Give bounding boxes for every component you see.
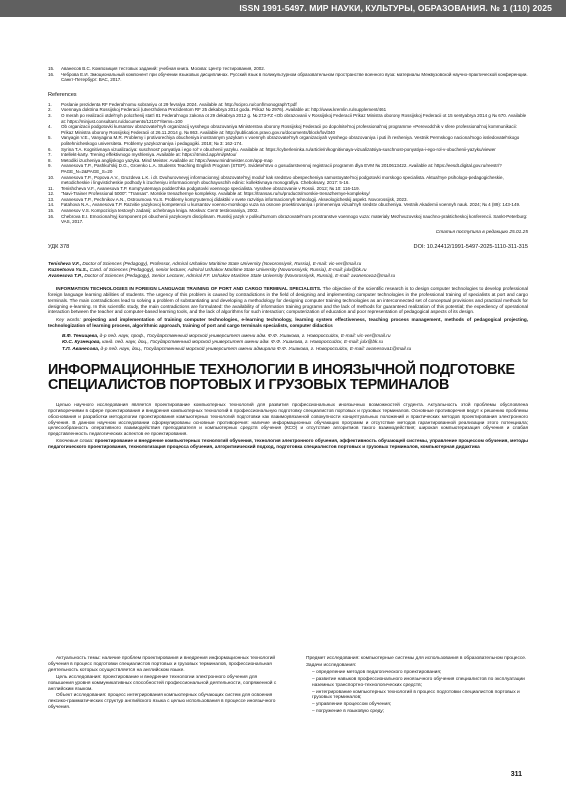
author-entry: В.Ф. Тенищева, д-р пед. наук, проф., Государственный морской университет имени адм. Ф.Ф. Ушакова, г. Новороссийск, E-mail: vic-ver@mail.ru	[62, 334, 391, 340]
reference-item: 8. Metodiki izucheniya anglijskogo yazyka. Mind Meister. Available at: https://www.mindmeister.com/app-map	[48, 157, 273, 163]
reference-item: 10. Avanesova T.P., Popova A.V., Gruzdeva L.K. i dr. Dvuhurovnevyj informacionnyj obrazovatel'nyj modul' kak sredstvo obespecheniya samostoyatel'noj podgotovki morskogo specialista. Aktual'nye psihologo-pedagogicheskie, metodicheskie i lingvisticheskie podhody k izucheniyu informacionnyh obuchayuschih edinic: kollektivnaya monografiya. Cheboksary, 2017: 5-16.	[48, 174, 504, 186]
reference-item: 14. Fatahova N.A., Avanesova T.P. Razvitie yazykovoj kompetencii u kursantov voenno-morskogo vuza na osnove proektirovaniya i primeneniya vizual'nyh sredstv obucheniya. Vestnik Akademii voennyh nauk. 2024; № 4 (89): 143-149.	[48, 202, 521, 208]
list-item: – определение методов педагогического проектирования;	[312, 669, 442, 675]
body-paragraph: Задачи исследования:	[306, 662, 357, 668]
reference-item: 6. Syrina T.A. Kognitivnaya vizualizaciya: suschnost' ponyatiya i ego rol' v obuchenii yazyku. Available at: https://cyberleninka.ru/article/n/kognitivnaya-vizualizatsiya-suschnost-ponyatiya-i-ego-rol-v-obuchenii-yazyku/viewer	[48, 146, 496, 152]
reference-item: 13. Avanesova T.P., Pechnikov A.N., Ostroumova Yu.S. Problemy komp'yuternoj didaktiki v svete razvitiya informacionnyh tehnologij. Akseologicheskij aspekt. Novorossijsk, 2023.	[48, 196, 408, 202]
references-heading: References	[48, 91, 77, 98]
body-paragraph: Актуальность темы: наличие проблем проектирования и внедрения информационных технологий обучения в процесс подготовки специалистов портовых и грузовых терминалов, профессиональная деятельность которых осуществляется на английском языке.	[48, 656, 276, 673]
reference-item: 15. Аванесов В.С. Композиция тестовых заданий: учебная книга. Москва: Центр тестирования, 2002.	[48, 66, 266, 71]
list-item: – погружение в языковую среду;	[312, 709, 385, 715]
reference-item: 2. Voennaya doktrina Rossijskoj Federacii (utverzhdena Prezidentom RF 25 dekabrya 2014 goda. Prikaz № 2976). Available at: http://www.kremlin.ru/supplement/461	[48, 107, 387, 113]
page-number: 311	[510, 771, 522, 778]
author-entry: Т.П. Аванесова, д-р пед. наук, доц., Государственный морской университет имени адмирала Ф.Ф. Ушакова, г. Новороссийск, E-mail: avanesova1@mail.ru	[62, 346, 412, 352]
keywords-label-en: Key words:	[56, 317, 81, 323]
article-title-russian: ИНФОРМАЦИОННЫЕ ТЕХНОЛОГИИ В ИНОЯЗЫЧНОЙ ПОДГОТОВКЕ СПЕЦИАЛИСТОВ ПОРТОВЫХ И ГРУЗОВЫХ ТЕРМИНАЛОВ	[48, 361, 515, 394]
body-right-column	[298, 656, 528, 716]
reference-item: 1. Poslanie prezidenta RF Federal'nomu sobraniyu ot 29 fevralya 2024. Available at: http://scipro.ru/conf/monographT.pdf	[48, 101, 297, 107]
author-entry: Tenisheva V.F., Doctor of Sciences (Pedagogy), Professor, Admiral Ushakov Maritime State University (Novorossiysk, Russia), E-mail: vic-ver@mail.ru	[48, 260, 362, 266]
reference-item: 11. Tenishcheva V.F., Avanesova T.P. Komp'yutemaya podderzhka podgotovki voennogo specialista. Vysshee obrazovanie v Rossii. 2012; № 10: 116-119.	[48, 185, 360, 191]
udc-doi-row	[48, 244, 528, 253]
article-content	[48, 66, 528, 451]
reference-item: 15. Avanesov V.S. Kompoziciya testovyh zadanij: uchebnaya kniga. Moskva: Centr testirovaniya, 2002.	[48, 208, 259, 214]
body-columns	[48, 656, 528, 716]
abstract-body-ru: Целью научного исследования является проектирование компьютерных технологий для развития профессиональных иноязычных возможностей студента. Актуальность этой проблемы обусловлена противоречиями в сфере проектирования и внедрения компьютерных технологий в профессиональную подготовку специалистов портовых и грузовых терминалов. Основные противоречия ведут к решению проблемы обоснования и разработки методологии проектирования компьютерных технологий подготовки как взаимоувязанной совокупности концептуальных положений и практических методов проектирования электронного обучения. В данном научном исследовании сформулированы основные противоречия: наличие информационных обучающих программ и отсутствие методов гарантированной реализации этого потенциала; целесообразность оперативного взаимодействия преподавателя и компьютерных средств обучения (КСО) и отсутствие алгоритмов такого взаимодействия; широкая компьютеризация обучения и слабая представленность педагогических аспектов ее проектирования.	[48, 401, 528, 437]
author-entry: Avanesova T.P., Doctor of Sciences (Pedagogy), Senior Lecturer, Admiral F.F. Ushakov Maritime State University (Novorossiysk, Russia), E-mail: avanesova1@mail.ru	[48, 272, 396, 278]
received-date: Статья поступила в редакцию 25.01.25	[435, 229, 528, 235]
reference-item: 7. Intellekt-karty. Trening effektivnogo myshleniya. Available at: https://4mind.app/mi/pMou/	[48, 152, 237, 158]
list-item: – развитие навыков профессионального иноязычного обучения специалистов по эксплуатации наземных транспортно-технологических средств;	[312, 676, 525, 688]
udc-code: УДК 378	[48, 243, 70, 250]
abstract-russian	[48, 402, 528, 450]
references-list	[48, 102, 528, 225]
author-entry: Ю.С. Кузнецова, канд. пед. наук, доц., Государственный морской университет имени адм. Ф.Ф. Ушакова, г. Новороссийск, E-mail: julx@bk.ru	[62, 340, 384, 346]
body-paragraph: Объект исследования: процесс интегрирования компьютерных обучающих систем для освоения лексико-грамматических структур английского языка с целью использования в процессе иноязычного обучения.	[48, 693, 276, 711]
authors-russian	[48, 334, 528, 353]
keywords-ru: проектирование и внедрение компьютерных технологий обучения, технология электронного обучения, эффективность обучающей системы, управление процессом обучения, методы педагогического проектирования, технологизация процесса обучения, алгоритмический подход, подготовка специалистов портовых и грузовых терминалов, компьютерная дидактика	[48, 438, 529, 450]
abstract-body-en: The objective of the scientific research is to design computer technologies to develop professional foreign language learning abilities of students. The urgency of this problem is caused by contradictions in the field of designing and implementing computer technologies in the professional training of specialists at port and cargo terminals. The main contradictions lead to solving a problem of substantiating and developing a methodology for designing computer training technologies as an interconnected set of conceptual provisions and practical methods for designing e-learning. In this scientific study, the main contradictions are formulated: the availability of information training programs and the lack of methods for guaranteed realization of this potential; the expediency of operational interaction between the teacher and computer-based learning tools, and the lack of algorithms for such interaction; computerization of education and poor representation of pedagogical aspects of its design.	[48, 285, 529, 315]
reference-item: 3. O merah po realizacii otdel'nyh polozhenij stat'i 81 Federal'nogo zakona ot 29 dekabrya 2012 g. № 273-FZ «Ob obrazovanii v Rossijskoj Federacii Prikaz Ministra oborony Rossijskoj Federacii ot 15 sentyabrya 2014 g № 670. Available at: https://minjust.consultant.ru/documents/12107?items=100	[48, 112, 527, 124]
author-entry: Kuznetsova Yu.S., Cand. of Sciences (Pedagogy), senior lecturer, Admiral Ushakov Maritime State University (Novorossiysk, Russia), E-mail: julx@bk.ru	[48, 266, 367, 272]
body-paragraph: Цель исследования: проектирование и внедрение технологии электронного обучения для повышения уровня коммуникативных способностей профессиональной деятельности, сопряженной с английским языком.	[48, 674, 277, 692]
reference-item: 16. Chebrova E.I. Emocional'nyj komponent pri obuchenii yazykovym disciplinam. Russkij yazyk v polikul'turnom obrazovatel'nom prostranstve voennogo vuza: materialy Mezhvuzovskoj nauchno-prakticheskoj konferencii. Sankt-Peterburg: VAS, 2017.	[48, 213, 528, 225]
journal-header-text: ISSN 1991-5497. МИР НАУКИ, КУЛЬТУРЫ, ОБРАЗОВАНИЯ. № 1 (110) 2025	[239, 3, 552, 13]
reference-item: 9. Avanesova T.P., Pashkul'skij D.G., Groenko L.A. Students Teaching English Program (STEP). Svidetel'stvo o gosudarstvennoj registracii programm dlya EVM № 2010613422. Available at: https://eesdt.digital.gov.ru/reestr/?PAGE_N=2&PAGE_S=20	[48, 163, 502, 174]
list-item: – интегрирование компьютерных технологий в процесс подготовки специалистов портовых и грузовых терминалов;	[312, 689, 520, 701]
reference-item: 12. "Navi-Trainer Professional 5000": "Transas". Morskie trenazhernye kompleksy. Available at: https://transas.ru/ru/products/morskie-trenazhernye-kompleksy/	[48, 191, 370, 197]
reference-item: 16. Чеброва Е.И. Эмоциональный компонент при обучении языковых дисциплинах. Русский язык в поликультурном образовательном пространстве военного вуза: материалы Межвузовской научно-практической конференции. Санкт-Петербург: ВАС, 2017.	[48, 71, 528, 83]
reference-item: 5. Vanyagin V.E., Vanyagina M.R. Problemy i protivorechiya obucheniya inostrannym yazykam v voennyh obrazovatel'nyh organizaciyah vysshego obrazovaniya i puti ih resheniya. Vestnik Permskogo nacional'nogo issledovatel'skogo politehnicheskogo universiteta. Problemy yazykoznaniya i pedagogiki. 2018; № 3: 162-174.	[48, 135, 520, 146]
reference-item: 4. Ob organizacii podgotovki kursantov obrazovatel'nyh organizacij vysshego obrazovaniya Ministerstva oborony Rossijskoj Federacii po dopolnitel'noj professional'noj programme «Perevodchik v sfere professional'noj kommunikacii: Prikaz Ministra oborony Rossijskoj Federacii ot 26.11.2014 g. № 863. Available at: http://publication.pravo.gov.ru/documents/block/fovl340	[48, 124, 517, 135]
journal-header-bar	[0, 0, 566, 17]
keywords-label-ru: Ключевые слова:	[56, 438, 94, 444]
body-paragraph: Предмет исследования: компьютерные системы для использования в образовательном процессе.	[306, 656, 527, 661]
abstract-title-en: INFORMATION TECHNOLOGIES IN FOREIGN LANGUAGE TRAINING OF PORT AND CARGO TERMINAL SPECIALISTS.	[56, 285, 322, 291]
doi-link[interactable]: DOI: 10.24412/1991-5497-2025-1110-311-315	[413, 243, 528, 250]
list-item: – управление процессом обучения;	[312, 702, 392, 708]
keywords-en: projecting and implementation of training computer technologies, e-learning technology, learning system effectiveness, teaching process management, methods of pedagogical projecting, technologization of learning process, algorithmic approach, training of port and cargo terminals specialists, computer didactics	[48, 317, 528, 329]
body-left-column	[48, 656, 278, 716]
abstract-english	[48, 286, 528, 329]
top-references	[48, 66, 528, 83]
authors-english	[48, 261, 528, 279]
